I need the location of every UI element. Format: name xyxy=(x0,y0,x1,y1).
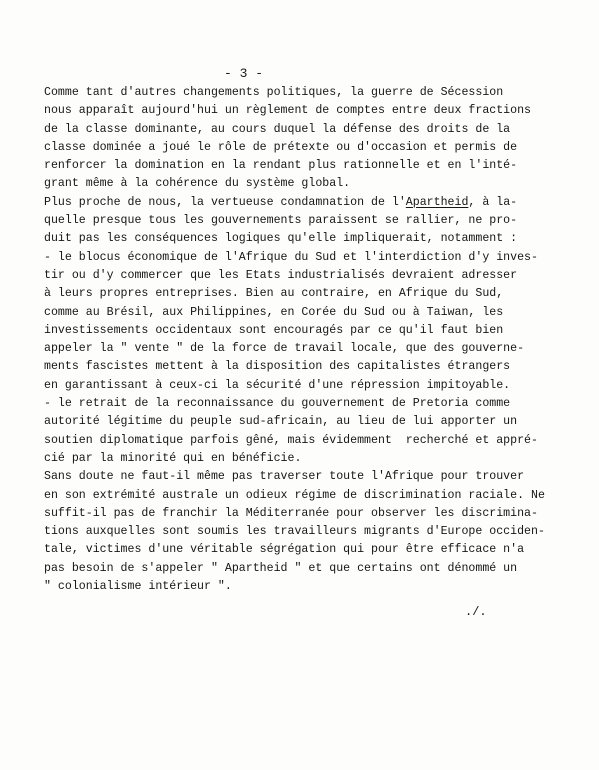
text-line: pas besoin de s'appeler " Apartheid " et que certains ont dénommé un xyxy=(44,561,518,575)
text-line: nous apparaît aujourd'hui un règlement de comptes entre deux fractions xyxy=(44,104,532,118)
body-text xyxy=(44,84,564,596)
text-line: classe dominée a joué le rôle de prétexte ou d'occasion et permis de xyxy=(44,140,518,154)
text-line: Sans doute ne faut-il même pas traverser toute l'Afrique pour trouver xyxy=(44,470,525,484)
continued-mark: ./. xyxy=(465,605,487,619)
text-line: grant même à la cohérence du système global. xyxy=(44,177,351,191)
text-line: soutien diplomatique parfois gêné, mais évidemment recherché et appré- xyxy=(44,433,538,447)
text-line: - le blocus économique de l'Afrique du Sud et l'interdiction d'y inves- xyxy=(44,250,538,264)
text-line: Comme tant d'autres changements politiques, la guerre de Sécession xyxy=(44,86,504,99)
text-line: cié par la minorité qui en bénéficie. xyxy=(44,451,302,465)
text-line: - le retrait de la reconnaissance du gouvernement de Pretoria comme xyxy=(44,397,511,411)
text-line: " colonialisme intérieur ". xyxy=(44,580,232,594)
text-line: à leurs propres entreprises. Bien au contraire, en Afrique du Sud, xyxy=(44,287,504,301)
text-line: suffit-il pas de franchir la Méditerranée pour observer les discrimina- xyxy=(44,506,538,520)
text-line: autorité légitime du peuple sud-africain, au lieu de lui apporter un xyxy=(44,415,518,429)
text-line: en garantissant à ceux-ci la sécurité d'une répression impitoyable. xyxy=(44,378,511,392)
text-fragment: Plus proche de nous, la vertueuse condamnation de l' xyxy=(44,195,406,209)
text-line-apartheid xyxy=(44,194,564,212)
text-line: quelle presque tous les gouvernements paraissent se rallier, ne pro- xyxy=(44,214,518,228)
text-line: tale, victimes d'une véritable ségrégation qui pour être efficace n'a xyxy=(44,543,525,557)
text-line: investissements occidentaux sont encouragés par ce qu'il faut bien xyxy=(44,323,504,337)
text-line: appeler la " vente " de la force de travail locale, que des gouverne- xyxy=(44,342,525,356)
underlined-word: Apartheid xyxy=(405,195,469,209)
text-line: de la classe dominante, au cours duquel la défense des droits de la xyxy=(44,122,511,136)
text-line: en son extrémité australe un odieux régime de discrimination raciale. Ne xyxy=(44,488,545,502)
page-number: - 3 - xyxy=(224,66,264,81)
text-fragment: , à la- xyxy=(468,195,518,209)
text-line: comme au Brésil, aux Philippines, en Corée du Sud ou à Taiwan, les xyxy=(44,305,504,319)
text-line: ments fascistes mettent à la disposition des capitalistes étrangers xyxy=(44,360,511,374)
text-line: duit pas les conséquences logiques qu'elle impliquerait, notamment : xyxy=(44,232,518,246)
text-line: tir ou d'y commercer que les Etats industrialisés devraient adresser xyxy=(44,268,518,282)
text-line: renforcer la domination en la rendant plus rationnelle et en l'inté- xyxy=(44,159,518,173)
text-line: tions auxquelles sont soumis les travailleurs migrants d'Europe occiden- xyxy=(44,525,545,539)
